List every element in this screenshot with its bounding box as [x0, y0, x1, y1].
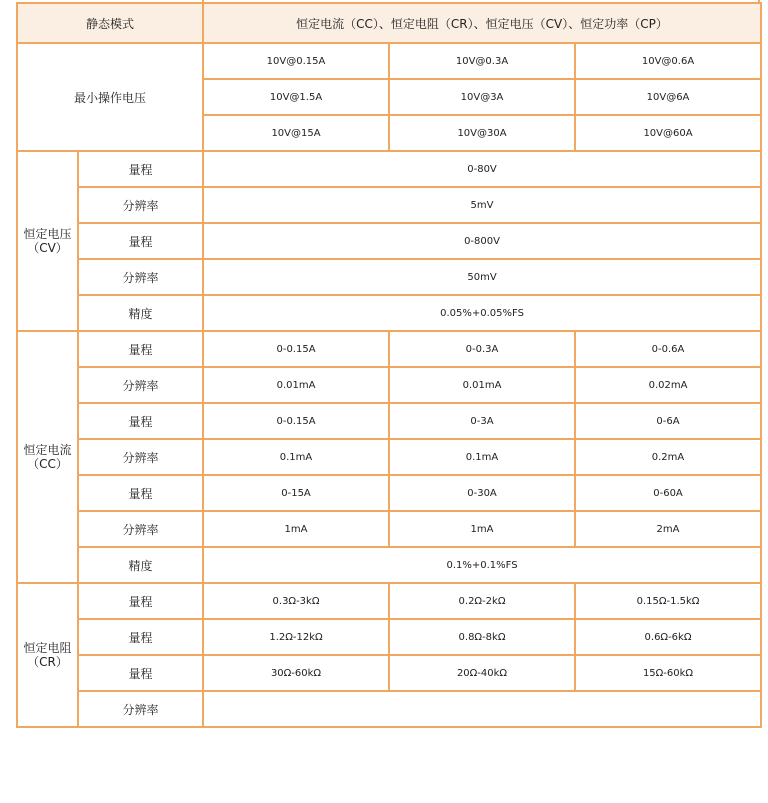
- cc-value: 1mA: [389, 511, 575, 547]
- min-voltage-value: 10V@3A: [389, 79, 575, 115]
- modes-value-cell: [203, 3, 761, 43]
- cr-resolution-value: [203, 691, 761, 727]
- cc-param: 分辨率: [78, 367, 203, 403]
- modes-value: 恒定电流（CC）、恒定电阻（CR）、恒定电压（CV）、恒定功率（CP）: [296, 16, 668, 31]
- min-voltage-value: 10V@0.15A: [203, 43, 389, 79]
- cc-param: 量程: [78, 475, 203, 511]
- cv-param: 量程: [78, 223, 203, 259]
- cr-row: [17, 583, 761, 619]
- cc-label-cell: [17, 331, 78, 583]
- cc-label-abbr: （CC）: [27, 457, 68, 471]
- cc-value: 0.01mA: [389, 367, 575, 403]
- cr-value: 30Ω-60kΩ: [203, 655, 389, 691]
- cc-row: [17, 367, 761, 403]
- cr-value: 0.15Ω-1.5kΩ: [575, 583, 761, 619]
- cc-param: 量程: [78, 331, 203, 367]
- cr-value: 15Ω-60kΩ: [575, 655, 761, 691]
- min-voltage-value: 10V@1.5A: [203, 79, 389, 115]
- cc-value: 0-0.6A: [575, 331, 761, 367]
- cc-value: 0.1mA: [203, 439, 389, 475]
- cc-value: 0.01mA: [203, 367, 389, 403]
- cr-value: 20Ω-40kΩ: [389, 655, 575, 691]
- min-voltage-value: 10V@6A: [575, 79, 761, 115]
- cc-row: [17, 511, 761, 547]
- cv-row: [17, 259, 761, 295]
- cc-value: 0-0.15A: [203, 331, 389, 367]
- cr-resolution-row: [17, 691, 761, 727]
- cc-param: 量程: [78, 403, 203, 439]
- cc-label: 恒定电流: [23, 443, 72, 457]
- cr-label-abbr: （CR）: [27, 655, 68, 669]
- cr-param: 量程: [78, 655, 203, 691]
- cc-value: 0-0.3A: [389, 331, 575, 367]
- cc-value: 0.1mA: [389, 439, 575, 475]
- cc-value: 0-60A: [575, 475, 761, 511]
- cr-param: 量程: [78, 619, 203, 655]
- cr-label: 恒定电阻: [23, 641, 72, 655]
- cv-value: 0-80V: [203, 151, 761, 187]
- cv-param: 分辨率: [78, 187, 203, 223]
- cc-value: 0-15A: [203, 475, 389, 511]
- cc-value: 0-0.15A: [203, 403, 389, 439]
- cv-row: [17, 151, 761, 187]
- cc-row: [17, 331, 761, 367]
- spec-table: [16, 2, 762, 728]
- cv-value: 0-800V: [203, 223, 761, 259]
- cr-row: [17, 619, 761, 655]
- cc-param: 分辨率: [78, 511, 203, 547]
- cc-value: 2mA: [575, 511, 761, 547]
- cc-value: 0-6A: [575, 403, 761, 439]
- cc-param: 分辨率: [78, 439, 203, 475]
- cc-value: 0-3A: [389, 403, 575, 439]
- cv-row: [17, 295, 761, 331]
- mode-label: 静态模式: [86, 16, 135, 31]
- cv-value: 0.05%+0.05%FS: [203, 295, 761, 331]
- cr-value: 0.2Ω-2kΩ: [389, 583, 575, 619]
- min-voltage-value: 10V@15A: [203, 115, 389, 151]
- cr-param: 量程: [78, 583, 203, 619]
- cc-accuracy-value: 0.1%+0.1%FS: [203, 547, 761, 583]
- min-voltage-label: 最小操作电压: [74, 90, 147, 105]
- cc-value: 0-30A: [389, 475, 575, 511]
- cv-label: 恒定电压: [23, 227, 72, 241]
- cr-value: 1.2Ω-12kΩ: [203, 619, 389, 655]
- cr-resolution-label: 分辨率: [78, 691, 203, 727]
- cr-row: [17, 655, 761, 691]
- cc-value: 0.2mA: [575, 439, 761, 475]
- cv-param: 精度: [78, 295, 203, 331]
- cv-value: 5mV: [203, 187, 761, 223]
- cc-value: 0.02mA: [575, 367, 761, 403]
- cc-accuracy-label: 精度: [78, 547, 203, 583]
- cr-value: 0.8Ω-8kΩ: [389, 619, 575, 655]
- min-voltage-value: 10V@30A: [389, 115, 575, 151]
- cv-value: 50mV: [203, 259, 761, 295]
- cr-value: 0.6Ω-6kΩ: [575, 619, 761, 655]
- min-voltage-value: 10V@60A: [575, 115, 761, 151]
- cc-row: [17, 403, 761, 439]
- cv-row: [17, 187, 761, 223]
- cc-row: [17, 439, 761, 475]
- cr-value: 0.3Ω-3kΩ: [203, 583, 389, 619]
- cv-label-cell: [17, 151, 78, 331]
- cc-value: 1mA: [203, 511, 389, 547]
- cv-row: [17, 223, 761, 259]
- mode-label-cell: [17, 3, 203, 43]
- cv-param: 量程: [78, 151, 203, 187]
- min-voltage-row: [17, 43, 761, 79]
- cc-accuracy-row: [17, 547, 761, 583]
- mode-row: [17, 3, 761, 43]
- cr-label-cell: [17, 583, 78, 727]
- cv-label-abbr: （CV）: [27, 241, 68, 255]
- cv-param: 分辨率: [78, 259, 203, 295]
- min-voltage-value: 10V@0.6A: [575, 43, 761, 79]
- cc-row: [17, 475, 761, 511]
- min-voltage-label-cell: [17, 43, 203, 151]
- min-voltage-value: 10V@0.3A: [389, 43, 575, 79]
